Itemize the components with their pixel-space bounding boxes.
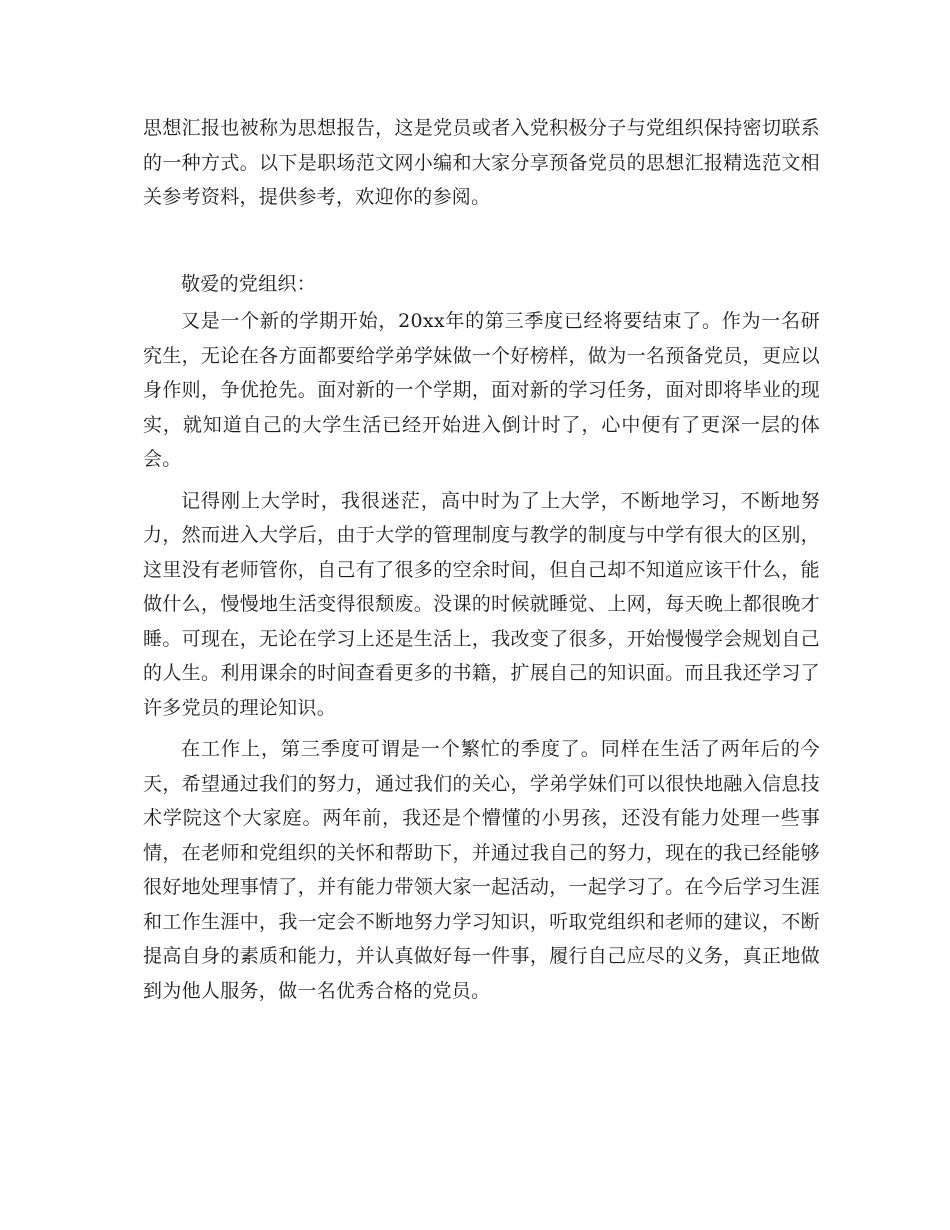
salutation: 敬爱的党组织： — [181, 272, 317, 295]
body-paragraph: 又是一个新的学期开始，20xx年的第三季度已经将要结束了。作为一名研究生，无论在各方面都要给学弟学妹做一个好榜样，做为一名预备党员，更应以身作则，争优抢先。面对新的一个学期，面对新的学习任务，面对即将毕业的现实，就知道自己的大学生活已经开始进入倒计时了，心中便有了更深一层的体会。 — [143, 310, 820, 470]
body-paragraph: 记得刚上大学时，我很迷茫，高中时为了上大学，不断地学习，不断地努力，然而进入大学后，由于大学的管理制度与教学的制度与中学有很大的区别，这里没有老师管你，自己有了很多的空余时间，但自己却不知道应该干什么，能做什么，慢慢地生活变得很颓废。没课的时候就睡觉、上网，每天晚上都很晚才睡。可现在，无论在学习上还是生活上，我改变了很多，开始慢慢学会规划自己的人生。利用课余的时间查看更多的书籍，扩展自己的知识面。而且我还学习了许多党员的理论知识。 — [143, 489, 820, 719]
body-paragraph: 在工作上，第三季度可谓是一个繁忙的季度了。同样在生活了两年后的今天，希望通过我们的努力，通过我们的关心，学弟学妹们可以很快地融入信息技术学院这个大家庭。两年前，我还是个懵懂的小男孩，还没有能力处理一些事情，在老师和党组织的关怀和帮助下，并通过我自己的努力，现在的我已经能够很好地处理事情了，并有能力带领大家一起活动，一起学习了。在今后学习生涯和工作生涯中，我一定会不断地努力学习知识，听取党组织和老师的建议，不断提高自身的素质和能力，并认真做好每一件事，履行自己应尽的义务，真正地做到为他人服务，做一名优秀合格的党员。 — [143, 738, 820, 1002]
intro-paragraph: 思想汇报也被称为思想报告，这是党员或者入党积极分子与党组织保持密切联系的一种方式。以下是职场范文网小编和大家分享预备党员的思想汇报精选范文相关参考资料，提供参考，欢迎你的参阅。 — [143, 117, 820, 208]
